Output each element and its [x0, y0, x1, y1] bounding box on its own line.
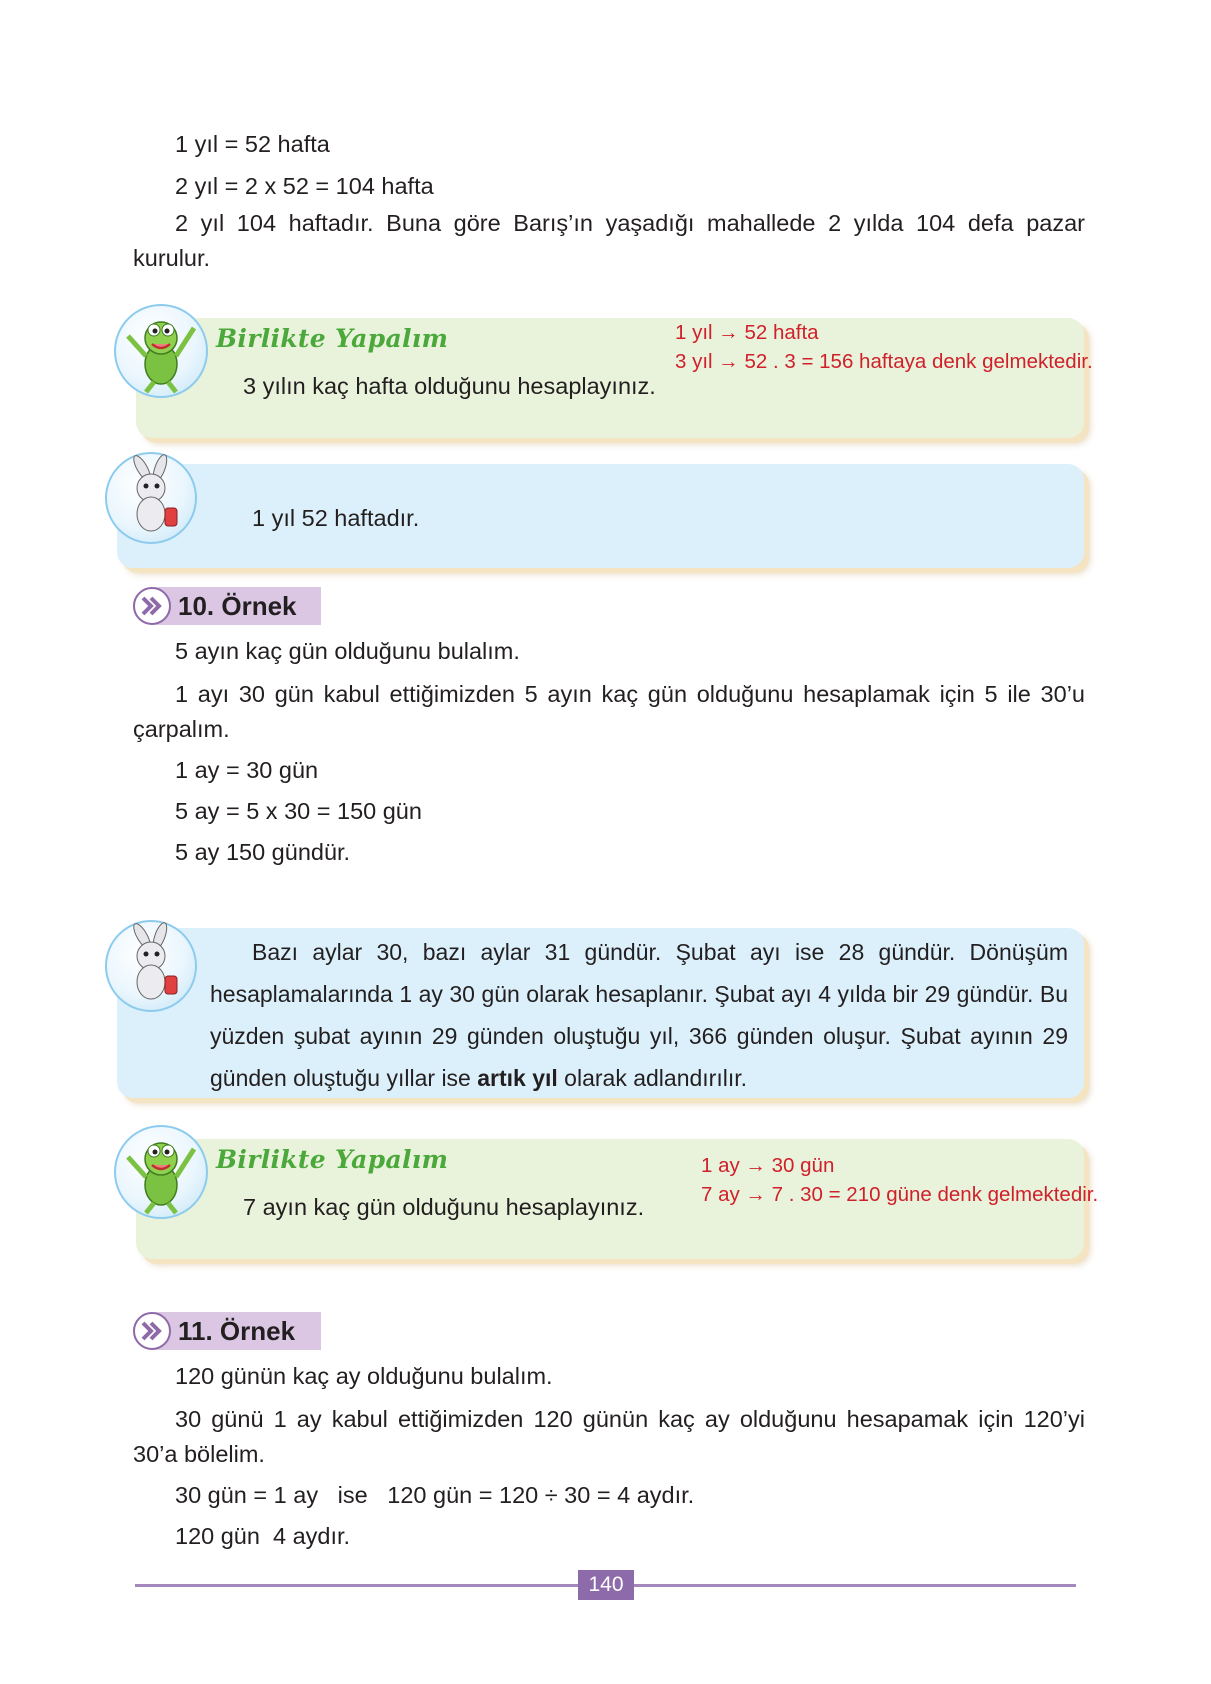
- intro-line-2: 2 yıl = 2 x 52 = 104 hafta: [175, 173, 434, 199]
- note-2-text: [210, 931, 1068, 1099]
- rabbit-mascot-icon: [105, 920, 197, 1012]
- birlikte-answer-2-line-2: 7 ay → 7 . 30 = 210 güne denk gelmektedir.: [701, 1183, 1099, 1206]
- birlikte-answer-1-line-2: 3 yıl → 52 . 3 = 156 haftaya denk gelmektedir.: [675, 350, 1093, 373]
- note-2-text-before: Bazı aylar 30, bazı aylar 31 gündür. Şubat ayı ise 28 gündür. Dönüşüm hesaplamalarında 1 ay 30 gün olarak hesaplanır. Şubat ayı 4 yılda bir 29 gündür. Bu yüzden şubat ayının 29 günden oluştuğu yıl, 366 günden oluşur. Şubat ayının 29 günden oluştuğu yıllar ise: [210, 939, 1068, 1091]
- footer-rule-left: [135, 1584, 578, 1587]
- ornek-10-line-2: 1 ayı 30 gün kabul ettiğimizden 5 ayın kaç gün olduğunu hesaplamak için 5 ile 30’u çarpalım.: [133, 681, 1085, 742]
- ornek-11-line-4: 120 gün 4 aydır.: [175, 1523, 351, 1549]
- footer-rule-right: [634, 1584, 1076, 1587]
- ornek-11-line-1: 120 günün kaç ay olduğunu bulalım.: [175, 1363, 553, 1389]
- birlikte-heading-2: Birlikte Yapalım: [216, 1145, 449, 1174]
- birlikte-heading-1: Birlikte Yapalım: [216, 324, 449, 353]
- intro-line-1: 1 yıl = 52 hafta: [175, 131, 330, 157]
- rabbit-mascot-icon: [105, 452, 197, 544]
- intro-line-3: 2 yıl 104 haftadır. Buna göre Barış’ın yaşadığı mahallede 2 yılda 104 defa pazar kurulur.: [133, 210, 1085, 271]
- ornek-10-line-4: 5 ay = 5 x 30 = 150 gün: [175, 798, 422, 824]
- double-chevron-icon: [133, 1312, 171, 1350]
- birlikte-question-2: 7 ayın kaç gün olduğunu hesaplayınız.: [243, 1194, 645, 1220]
- frog-mascot-icon: [114, 1125, 208, 1219]
- ornek-10-label: 10. Örnek: [178, 591, 297, 621]
- birlikte-question-1: 3 yılın kaç hafta olduğunu hesaplayınız.: [243, 373, 656, 399]
- ornek-11-line-3: 30 gün = 1 ay ise 120 gün = 120 ÷ 30 = 4 aydır.: [175, 1482, 695, 1508]
- ornek-11-label: 11. Örnek: [178, 1316, 296, 1346]
- note-2-text-bold: artık yıl: [477, 1065, 558, 1091]
- ornek-10-line-5: 5 ay 150 gündür.: [175, 839, 351, 865]
- birlikte-answer-2-line-1: 1 ay → 30 gün: [701, 1154, 835, 1177]
- double-chevron-icon: [133, 587, 171, 625]
- page-number: 140: [578, 1570, 634, 1600]
- ornek-11-line-2: 30 günü 1 ay kabul ettiğimizden 120 günün kaç ay olduğunu hesapamak için 120’yi 30’a bölelim.: [133, 1406, 1085, 1467]
- ornek-10-line-1: 5 ayın kaç gün olduğunu bulalım.: [175, 638, 520, 664]
- birlikte-answer-1-line-1: 1 yıl → 52 hafta: [675, 321, 819, 344]
- ornek-10-line-3: 1 ay = 30 gün: [175, 757, 319, 783]
- note-2-text-after: olarak adlandırılır.: [557, 1065, 747, 1091]
- frog-mascot-icon: [114, 304, 208, 398]
- note-1-text: 1 yıl 52 haftadır.: [252, 505, 420, 531]
